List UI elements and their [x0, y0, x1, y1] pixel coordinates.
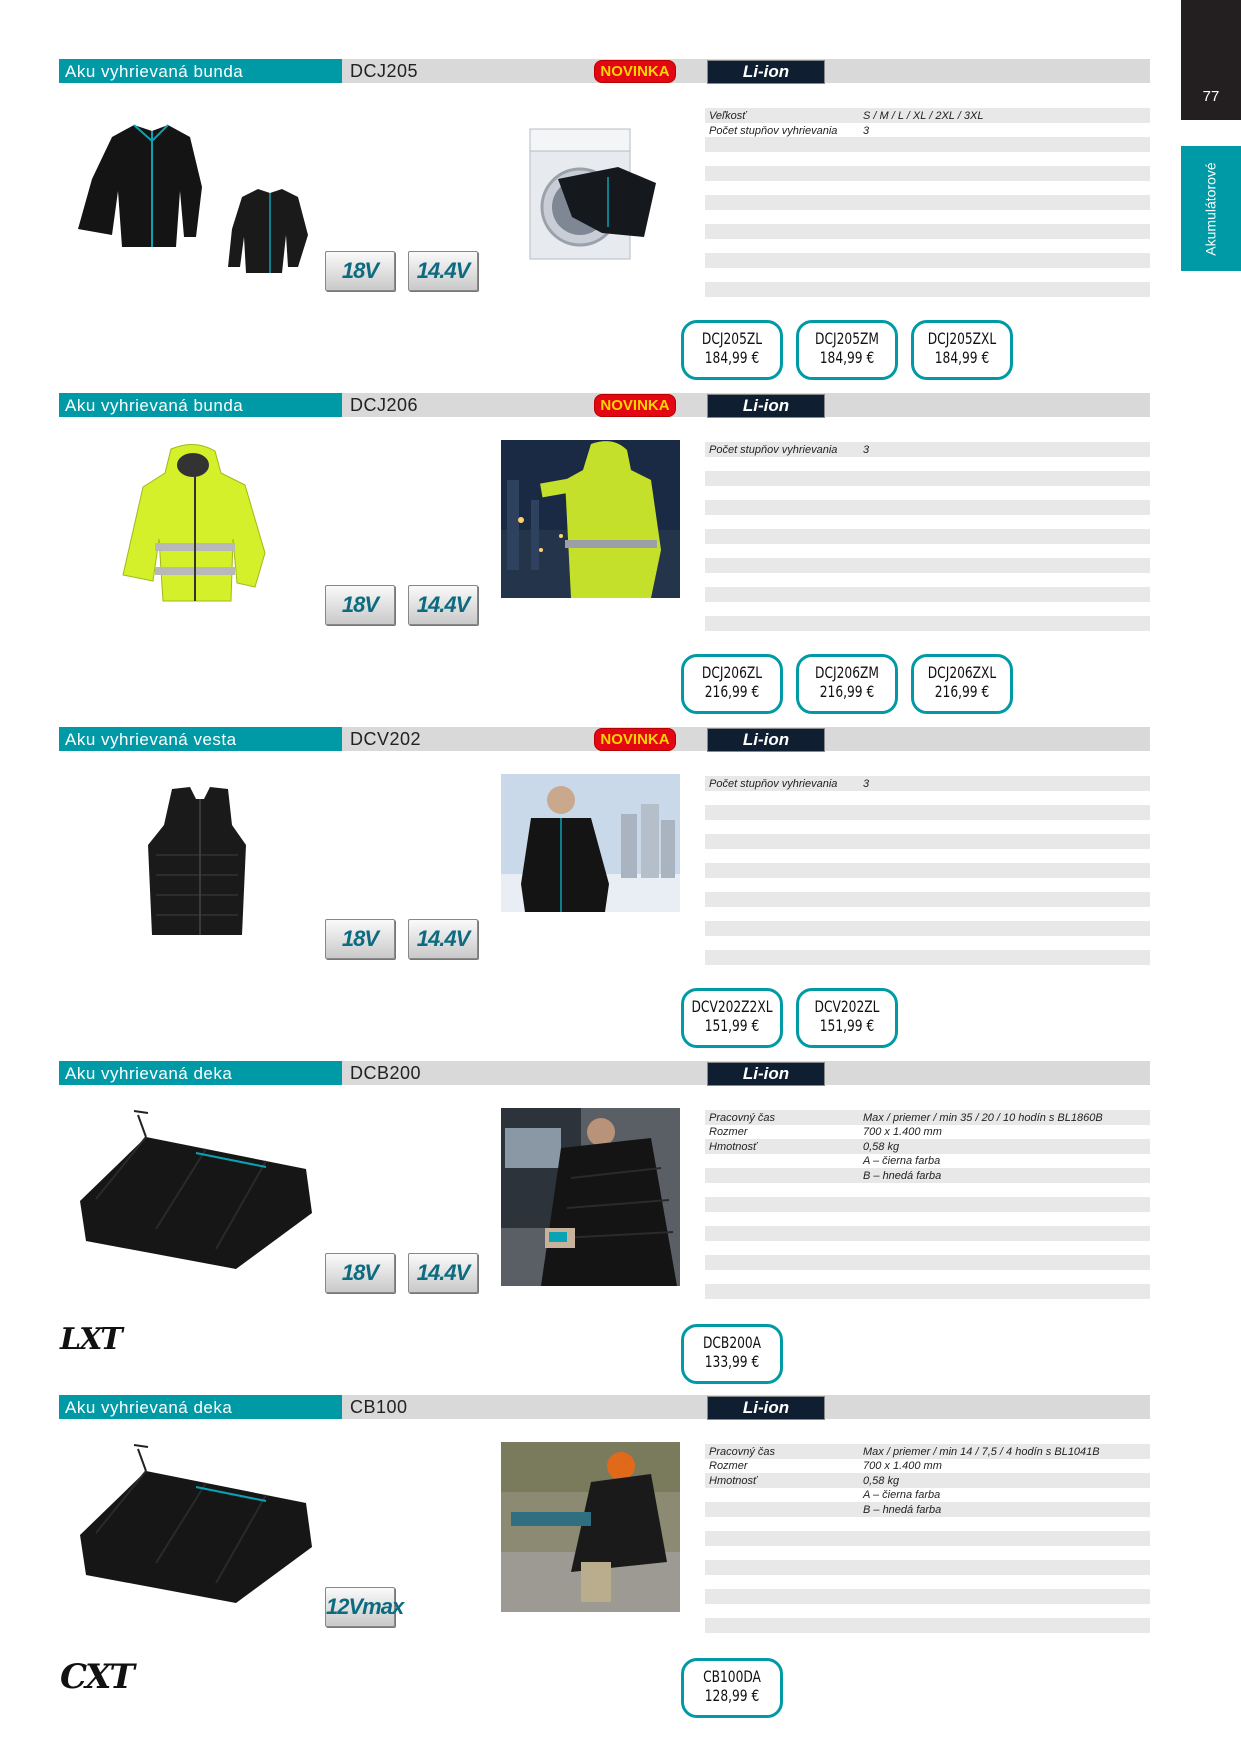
- washing-machine-photo: [518, 117, 660, 275]
- voltage-14v-badge: 14.4V: [408, 585, 478, 625]
- product-section-dcj205: [0, 59, 1181, 393]
- spec-value: 0,58 kg: [863, 1141, 900, 1153]
- section-title: Aku vyhrievaná vesta: [65, 730, 237, 749]
- blanket-product-image: [76, 1109, 314, 1279]
- spec-value: A – čierna farba: [863, 1155, 941, 1167]
- section-model: DCB200: [350, 1063, 422, 1083]
- worker-in-snow-photo: [501, 774, 680, 912]
- product-section-dcj206: [0, 393, 1181, 727]
- spec-value: 700 x 1.400 mm: [863, 1126, 942, 1138]
- price-code: DCV202Z2XL: [691, 997, 773, 1016]
- price-code: DCJ205ZM: [815, 329, 879, 348]
- voltage-18v-badge: 18V: [325, 251, 395, 291]
- spec-value: Max / priemer / min 14 / 7,5 / 4 hodín s BL1041B: [863, 1446, 1100, 1458]
- worker-with-chainsaw-photo: [501, 1442, 680, 1612]
- price-code: DCJ206ZM: [815, 663, 879, 682]
- spec-value: Max / priemer / min 35 / 20 / 10 hodín s BL1860B: [863, 1112, 1103, 1124]
- new-badge: NOVINKA: [594, 394, 676, 417]
- spec-value: B – hnedá farba: [863, 1504, 942, 1516]
- price-value: 216,99 €: [704, 682, 760, 701]
- spec-label: Rozmer: [709, 1460, 748, 1472]
- price-value: 133,99 €: [704, 1352, 760, 1371]
- voltage-12v-max-badge: 12Vmax: [325, 1587, 395, 1627]
- liion-badge: Li-ion: [707, 728, 825, 752]
- price-code: DCJ205ZL: [701, 329, 763, 348]
- section-title: Aku vyhrievaná bunda: [65, 62, 244, 81]
- jacket-product-image: [72, 117, 320, 277]
- price-box[interactable]: [681, 320, 783, 380]
- spec-value: B – hnedá farba: [863, 1170, 942, 1182]
- price-value: 184,99 €: [819, 348, 875, 367]
- spec-label: Pracovný čas: [709, 1112, 776, 1124]
- new-badge: NOVINKA: [594, 728, 676, 751]
- section-model: DCJ205: [350, 61, 419, 81]
- hi-vis-jacket-image: [115, 443, 275, 613]
- section-title: Aku vyhrievaná deka: [65, 1398, 233, 1417]
- price-box[interactable]: [681, 654, 783, 714]
- price-value: 184,99 €: [704, 348, 760, 367]
- price-code: DCJ206ZL: [701, 663, 763, 682]
- cxt-logo: CXT: [60, 1657, 133, 1697]
- spec-value: S / M / L / XL / 2XL / 3XL: [863, 110, 984, 122]
- liion-badge: Li-ion: [707, 1396, 825, 1420]
- price-value: 184,99 €: [934, 348, 990, 367]
- price-value: 151,99 €: [819, 1016, 875, 1035]
- section-model: CB100: [350, 1397, 408, 1417]
- price-code: DCJ205ZXL: [927, 329, 997, 348]
- voltage-18v-badge: 18V: [325, 585, 395, 625]
- spec-table: [705, 1444, 1150, 1647]
- price-box[interactable]: [681, 1324, 783, 1384]
- section-title: Aku vyhrievaná deka: [65, 1064, 233, 1083]
- category-tab-label: Akumulátorové: [1203, 161, 1220, 256]
- section-model: DCV202: [350, 729, 422, 749]
- spec-table: [705, 108, 1150, 311]
- liion-badge: Li-ion: [707, 1062, 825, 1086]
- price-value: 216,99 €: [819, 682, 875, 701]
- price-box[interactable]: [796, 988, 898, 1048]
- price-box[interactable]: [796, 320, 898, 380]
- price-code: DCV202ZL: [814, 997, 880, 1016]
- page-number: 77: [1202, 88, 1220, 105]
- spec-label: Hmotnosť: [709, 1141, 757, 1153]
- voltage-14v-badge: 14.4V: [408, 919, 478, 959]
- price-value: 151,99 €: [704, 1016, 760, 1035]
- worker-at-night-photo: [501, 440, 680, 598]
- spec-value: 700 x 1.400 mm: [863, 1460, 942, 1472]
- spec-label: Rozmer: [709, 1126, 748, 1138]
- price-box[interactable]: [681, 988, 783, 1048]
- product-section-dcv202: [0, 727, 1181, 1061]
- price-box[interactable]: [796, 654, 898, 714]
- blanket-product-image: [76, 1443, 314, 1613]
- price-code: DCJ206ZXL: [927, 663, 997, 682]
- spec-value: A – čierna farba: [863, 1489, 941, 1501]
- section-title: Aku vyhrievaná bunda: [65, 396, 244, 415]
- price-box[interactable]: [681, 1658, 783, 1718]
- price-code: DCB200A: [702, 1333, 762, 1352]
- spec-value: 3: [863, 444, 870, 456]
- product-section-dcb200: [0, 1061, 1181, 1395]
- spec-value: 3: [863, 778, 870, 790]
- price-box[interactable]: [911, 654, 1013, 714]
- new-badge: NOVINKA: [594, 60, 676, 83]
- spec-label: Veľkosť: [709, 110, 747, 122]
- price-value: 216,99 €: [934, 682, 990, 701]
- vest-product-image: [142, 785, 252, 945]
- price-value: 128,99 €: [704, 1686, 760, 1705]
- liion-badge: Li-ion: [707, 394, 825, 418]
- spec-table: [705, 1110, 1150, 1313]
- voltage-18v-badge: 18V: [325, 919, 395, 959]
- spec-label: Počet stupňov vyhrievania: [709, 778, 838, 790]
- section-model: DCJ206: [350, 395, 419, 415]
- category-tab-label-wrap: [1181, 146, 1241, 271]
- man-with-blanket-photo: [501, 1108, 680, 1286]
- spec-value: 0,58 kg: [863, 1475, 900, 1487]
- voltage-14v-badge: 14.4V: [408, 251, 478, 291]
- spec-label: Počet stupňov vyhrievania: [709, 444, 838, 456]
- spec-label: Počet stupňov vyhrievania: [709, 125, 838, 137]
- spec-value: 3: [863, 125, 870, 137]
- price-code: CB100DA: [703, 1667, 761, 1686]
- spec-table: [705, 442, 1150, 645]
- spec-table: [705, 776, 1150, 979]
- voltage-18v-badge: 18V: [325, 1253, 395, 1293]
- lxt-logo: LXT: [60, 1322, 121, 1357]
- price-box[interactable]: [911, 320, 1013, 380]
- product-section-cb100: [0, 1395, 1181, 1754]
- voltage-14v-badge: 14.4V: [408, 1253, 478, 1293]
- spec-label: Hmotnosť: [709, 1475, 757, 1487]
- spec-label: Pracovný čas: [709, 1446, 776, 1458]
- liion-badge: Li-ion: [707, 60, 825, 84]
